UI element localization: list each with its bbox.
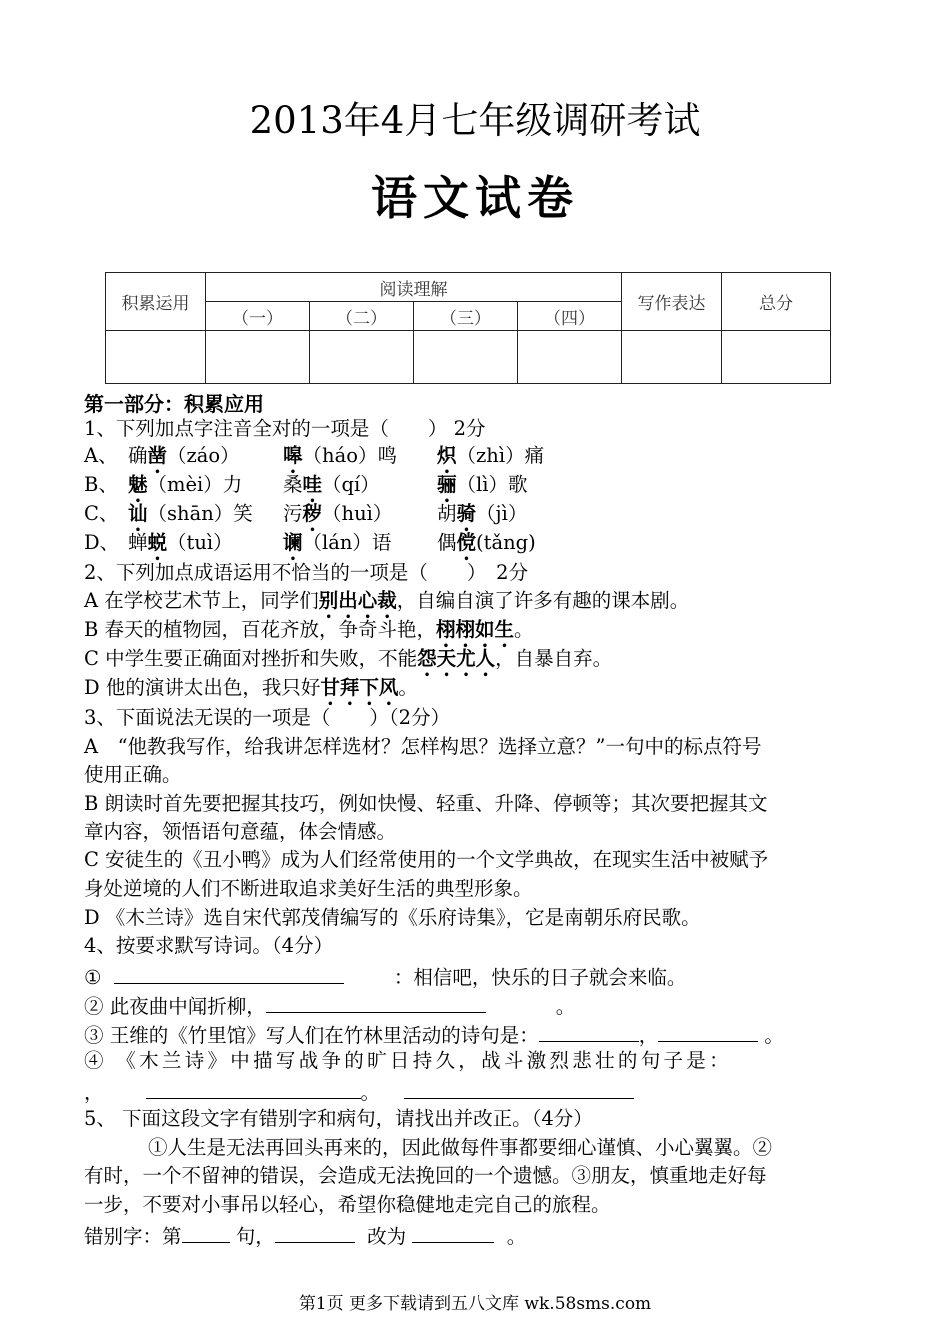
q3-option-c-line2: 身处逆境的人们不断进取追求美好生活的典型形象。 bbox=[84, 877, 533, 900]
text: ， bbox=[84, 1081, 104, 1104]
item-number: ① bbox=[84, 966, 102, 989]
option-label: A、 bbox=[84, 444, 118, 467]
score-cell-writing[interactable] bbox=[622, 331, 722, 384]
text: 污 bbox=[283, 502, 303, 525]
option-label: B、 bbox=[84, 473, 118, 496]
score-cell-total[interactable] bbox=[722, 331, 831, 384]
q1-stem: 1、下列加点字注音全对的一项是（ ） 2分 bbox=[84, 417, 486, 440]
q4-item4-blanks bbox=[84, 1076, 634, 1108]
text: 胡 bbox=[437, 502, 457, 525]
text: （qí） bbox=[322, 473, 380, 496]
text: （huì） bbox=[322, 502, 393, 525]
answer-blank[interactable] bbox=[182, 1220, 230, 1243]
q1-option-b bbox=[84, 471, 118, 500]
text: 。 bbox=[506, 1225, 527, 1248]
text: （mèi）力 bbox=[147, 473, 243, 496]
q3-option-b-line2: 章内容，领悟语句意蕴，体会情感。 bbox=[84, 820, 397, 843]
answer-blank[interactable] bbox=[114, 961, 344, 984]
answer-blank[interactable] bbox=[539, 1019, 639, 1042]
score-cell-reading-2[interactable] bbox=[310, 331, 414, 384]
dotted-char: 哇 bbox=[302, 473, 323, 496]
dotted-char: 骑 bbox=[456, 502, 477, 525]
text: ③ 王维的《竹里馆》写人们在竹林里活动的诗句是： bbox=[84, 1024, 539, 1047]
text: 。 bbox=[764, 1024, 784, 1047]
dotted-char: 秽 bbox=[302, 502, 323, 525]
text: ：相信吧，快乐的日子就会来临。 bbox=[393, 966, 687, 989]
text: 。 bbox=[514, 618, 534, 641]
dotted-char: 傥 bbox=[456, 531, 477, 554]
score-header-reading-4: （四） bbox=[518, 302, 622, 331]
q3-stem: 3、下面说法无误的一项是（ ）（2分） bbox=[84, 706, 451, 729]
q4-item1 bbox=[84, 961, 686, 993]
text: （lì）歌 bbox=[456, 473, 528, 496]
score-header-total: 总分 bbox=[722, 273, 831, 331]
dotted-char: 讪 bbox=[128, 502, 148, 525]
q5-passage-line1: ①人生是无法再回头再来的，因此做每件事都要细心谨慎、小心翼翼。② bbox=[148, 1136, 773, 1159]
q1-option-c bbox=[84, 500, 118, 529]
q1-option-a bbox=[84, 442, 118, 471]
text: ② 此夜曲中闻折柳， bbox=[84, 995, 266, 1018]
text: 确 bbox=[128, 444, 148, 467]
dotted-char: 骊 bbox=[437, 473, 457, 496]
text: A 在学校艺术节上，同学们 bbox=[84, 589, 319, 612]
q4-item4: ④ 《木兰诗》中描写战争的旷日持久，战斗激烈悲壮的句子是： bbox=[84, 1049, 732, 1072]
q3-option-d: D 《木兰诗》选自宋代郭茂倩编写的《乐府诗集》，它是南朝乐府民歌。 bbox=[84, 906, 701, 929]
score-header-reading-2: （二） bbox=[310, 302, 414, 331]
q3-option-c-line1: C 安徒生的《丑小鸭》成为人们经常使用的一个文学典故，在现实生活中被赋予 bbox=[84, 848, 769, 871]
text: ， bbox=[638, 1024, 659, 1047]
dotted-char: 炽 bbox=[437, 444, 457, 467]
dotted-char: 嗥 bbox=[283, 444, 303, 467]
page-footer: 第1页 更多下载请到五八文库 wk.58sms.com bbox=[298, 1294, 652, 1314]
dotted-char: 魅 bbox=[128, 473, 148, 496]
text: 改为 bbox=[367, 1225, 407, 1248]
score-header-reading: 阅读理解 bbox=[206, 273, 622, 302]
answer-blank[interactable] bbox=[146, 1076, 361, 1099]
score-cell-reading-4[interactable] bbox=[518, 331, 622, 384]
dotted-idiom: 栩栩如生 bbox=[436, 618, 515, 641]
answer-blank[interactable] bbox=[404, 1076, 634, 1099]
option-label: C、 bbox=[84, 502, 119, 525]
q4-item3 bbox=[84, 1019, 784, 1051]
q1-option-d bbox=[84, 529, 119, 558]
q3-option-a-line1: A “他教我写作，给我讲怎样选材？怎样构思？选择立意？”一句中的标点符号 bbox=[84, 735, 762, 758]
paper-title: 语文试卷 bbox=[371, 171, 579, 225]
q5-passage-line2: 有时，一个不留神的错误，会造成无法挽回的一个遗憾。③朋友，慎重地走好每 bbox=[84, 1164, 767, 1187]
text: （shān）笑 bbox=[147, 502, 253, 525]
score-cell-reading-1[interactable] bbox=[206, 331, 310, 384]
text: 错别字：第 bbox=[84, 1225, 182, 1248]
score-header-writing: 写作表达 bbox=[622, 273, 722, 331]
text: （zhì）痛 bbox=[456, 444, 545, 467]
answer-blank[interactable] bbox=[266, 990, 486, 1013]
dotted-idiom: 甘拜下风 bbox=[320, 676, 399, 699]
q2-stem: 2、下列加点成语运用不恰当的一项是（ ） 2分 bbox=[84, 561, 529, 584]
q3-option-b-line1: B 朗读时首先要把握其技巧，例如快慢、轻重、升降、停顿等；其次要把握其文 bbox=[84, 792, 768, 815]
dotted-char: 蜕 bbox=[147, 531, 168, 554]
text: （háo）鸣 bbox=[302, 444, 397, 467]
text: (tǎng) bbox=[476, 531, 536, 554]
text: 句， bbox=[235, 1225, 275, 1248]
text: （lán）语 bbox=[302, 531, 392, 554]
score-cell-accumulate[interactable] bbox=[106, 331, 206, 384]
text: 。 bbox=[360, 1081, 381, 1104]
text: ，自暴自弃。 bbox=[495, 647, 613, 670]
text: ，自编自演了许多有趣的课本剧。 bbox=[396, 589, 690, 612]
score-header-reading-1: （一） bbox=[206, 302, 310, 331]
q5-typo-answer bbox=[84, 1220, 526, 1252]
q4-item2 bbox=[84, 990, 575, 1022]
text: 偶 bbox=[437, 531, 457, 554]
text: （záo） bbox=[167, 444, 240, 467]
q3-option-a-line2: 使用正确。 bbox=[84, 763, 182, 786]
score-header-reading-3: （三） bbox=[414, 302, 518, 331]
answer-blank[interactable] bbox=[412, 1220, 494, 1243]
text: 桑 bbox=[283, 473, 303, 496]
option-label: D、 bbox=[84, 531, 120, 554]
score-header-accumulate: 积累运用 bbox=[106, 273, 206, 331]
text: 。 bbox=[555, 995, 576, 1018]
text: B 春天的植物园，百花齐放，争奇斗艳， bbox=[84, 618, 437, 641]
q5-stem: 5、 下面这段文字有错别字和病句，请找出并改正。（4分） bbox=[84, 1107, 593, 1130]
q4-stem: 4、按要求默写诗词。（4分） bbox=[84, 934, 334, 957]
text: 。 bbox=[398, 676, 418, 699]
dotted-idiom: 怨天尤人 bbox=[417, 647, 496, 670]
exam-title: 2013年4月七年级调研考试 bbox=[249, 99, 701, 142]
dotted-char: 谰 bbox=[283, 531, 303, 554]
text: 蝉 bbox=[128, 531, 148, 554]
dotted-idiom: 别出心裁 bbox=[318, 589, 397, 612]
text: D 他的演讲太出色，我只好 bbox=[84, 676, 321, 699]
text: C 中学生要正确面对挫折和失败，不能 bbox=[84, 647, 418, 670]
text: （jì） bbox=[476, 502, 528, 525]
dotted-char: 凿 bbox=[147, 444, 168, 467]
answer-blank[interactable] bbox=[275, 1220, 355, 1243]
score-table bbox=[105, 272, 831, 384]
answer-blank[interactable] bbox=[658, 1019, 758, 1042]
text: （tuì） bbox=[167, 531, 233, 554]
part1-heading: 第一部分：积累应用 bbox=[84, 392, 264, 416]
q5-passage-line3: 一步，不要对小事吊以轻心，希望你稳健地走完自己的旅程。 bbox=[84, 1193, 611, 1216]
score-cell-reading-3[interactable] bbox=[414, 331, 518, 384]
